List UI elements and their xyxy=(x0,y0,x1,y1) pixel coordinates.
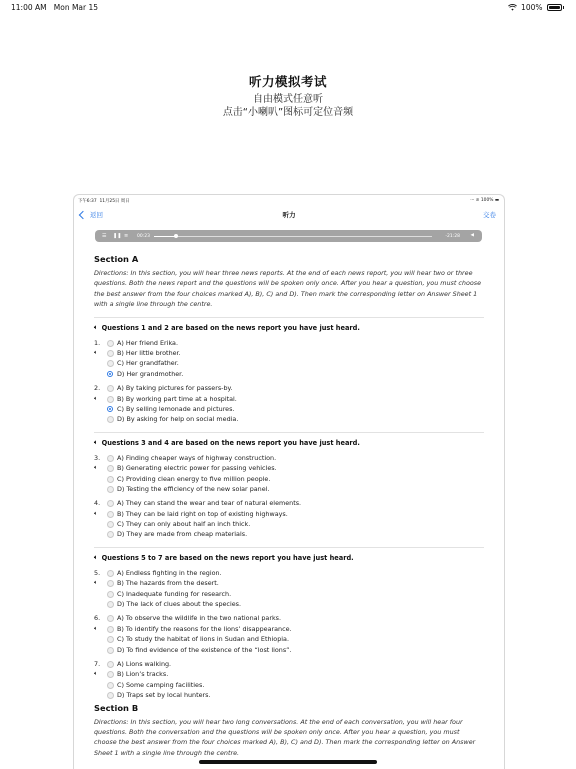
option-text: D) They are made from cheap materials. xyxy=(117,530,248,539)
answer-option[interactable] xyxy=(94,498,484,508)
option-text: C) By selling lemonade and pictures. xyxy=(117,404,235,413)
answer-option[interactable] xyxy=(94,659,484,669)
answer-option[interactable] xyxy=(94,669,484,679)
section-a-title: Section A xyxy=(94,254,139,264)
audio-progress-knob[interactable] xyxy=(174,234,178,238)
promo-subtitle-2: 点击“小喇叭”图标可定位音频 xyxy=(222,107,354,118)
option-text: A) Her friend Erika. xyxy=(117,338,178,347)
answer-option[interactable] xyxy=(94,404,484,414)
option-text: C) Inadequate funding for research. xyxy=(117,589,232,598)
answer-option[interactable] xyxy=(94,394,484,404)
audio-progress-slider[interactable] xyxy=(154,236,432,237)
radio-selected[interactable] xyxy=(107,406,113,412)
answer-option[interactable] xyxy=(94,383,484,393)
question-number: 6. xyxy=(94,614,101,623)
answer-option[interactable] xyxy=(94,568,484,578)
answer-option[interactable] xyxy=(94,474,484,484)
question-item xyxy=(94,338,484,380)
volume-icon[interactable]: ◀ xyxy=(470,233,474,238)
radio-button[interactable] xyxy=(107,636,114,643)
submit-exam-button[interactable]: 交卷 xyxy=(483,211,496,219)
option-text: A) Finding cheaper ways of highway construction. xyxy=(117,453,277,462)
pause-icon[interactable]: ❚❚ xyxy=(113,233,122,239)
divider xyxy=(94,432,484,433)
speaker-icon[interactable]: 🔈︎ xyxy=(94,509,98,517)
option-text: C) Some camping facilities. xyxy=(117,680,205,689)
answer-option[interactable] xyxy=(94,414,484,424)
radio-button[interactable] xyxy=(107,511,114,518)
inner-status-date: 11月25日 周日 xyxy=(99,199,130,204)
question-number: 3. xyxy=(94,453,101,462)
option-text: A) To observe the wildlife in the two national parks. xyxy=(117,614,282,623)
status-date: Mon Mar 15 xyxy=(53,3,99,12)
answer-option[interactable] xyxy=(94,484,484,494)
answer-option[interactable] xyxy=(94,634,484,644)
question-group-heading-text: Questions 3 and 4 are based on the news report you have just heard. xyxy=(101,438,360,447)
question-item xyxy=(94,659,484,701)
speaker-icon[interactable]: 🔈︎ xyxy=(94,394,98,402)
radio-button[interactable] xyxy=(107,360,114,367)
answer-option[interactable] xyxy=(94,645,484,655)
section-b-title: Section B xyxy=(94,702,139,713)
answer-option[interactable] xyxy=(94,358,484,368)
option-text: A) They can stand the wear and tear of natural elements. xyxy=(117,499,302,508)
speaker-icon[interactable]: 🔈︎ xyxy=(94,349,98,357)
question-group-heading-text: Questions 5 to 7 are based on the news report you have just heard. xyxy=(101,553,354,562)
answer-option[interactable] xyxy=(94,509,484,519)
radio-button[interactable] xyxy=(107,591,114,598)
divider xyxy=(94,547,484,548)
radio-selected[interactable] xyxy=(107,371,113,377)
option-text: B) To identify the reasons for the lions’ disappearance. xyxy=(117,624,292,633)
option-text: B) By working part time at a hospital. xyxy=(117,394,237,403)
option-text: B) The hazards from the desert. xyxy=(117,579,219,588)
radio-button[interactable] xyxy=(107,570,114,577)
radio-button[interactable] xyxy=(107,671,114,678)
wifi-icon xyxy=(508,4,517,11)
inner-status-time: 下午6:37 xyxy=(78,199,97,204)
option-text: D) Her grandmother. xyxy=(117,369,184,378)
radio-button[interactable] xyxy=(107,385,114,392)
option-text: D) Traps set by local hunters. xyxy=(117,691,211,700)
answer-option[interactable] xyxy=(94,578,484,588)
question-item xyxy=(94,383,484,425)
promo-title: 听力模拟考试 xyxy=(248,74,327,89)
answer-option[interactable] xyxy=(94,680,484,690)
speaker-icon[interactable]: 🔈︎ xyxy=(94,624,98,632)
answer-option[interactable] xyxy=(94,589,484,599)
option-text: C) Her grandfather. xyxy=(117,359,179,368)
status-time: 11:00 AM xyxy=(11,3,47,12)
option-text: D) The lack of clues about the species. xyxy=(117,600,242,609)
inner-battery-percent: 100% xyxy=(480,198,494,203)
home-indicator xyxy=(199,760,377,764)
radio-button[interactable] xyxy=(107,476,114,483)
exam-content xyxy=(94,250,484,758)
elapsed-time: 00:23 xyxy=(137,233,150,239)
radio-button[interactable] xyxy=(107,340,114,347)
answer-option[interactable] xyxy=(94,338,484,348)
radio-button[interactable] xyxy=(107,486,114,493)
battery-icon xyxy=(547,4,562,11)
radio-button[interactable] xyxy=(107,465,114,472)
radio-button[interactable] xyxy=(107,615,114,622)
option-text: A) Endless fighting in the region. xyxy=(117,568,222,577)
option-text: C) They can only about half an inch thick. xyxy=(117,520,251,529)
answer-option[interactable] xyxy=(94,529,484,539)
radio-button[interactable] xyxy=(107,531,114,538)
system-status-bar xyxy=(0,0,576,16)
list-icon[interactable]: ☰ xyxy=(102,233,107,239)
option-text: B) Her little brother. xyxy=(117,349,181,358)
divider xyxy=(94,317,484,318)
question-group-heading xyxy=(94,554,484,562)
question-group-heading xyxy=(94,439,484,447)
remaining-time: -21:28 xyxy=(445,233,460,239)
answer-option[interactable] xyxy=(94,348,484,358)
question-item xyxy=(94,453,484,495)
speaker-icon[interactable]: 🔈︎ xyxy=(94,553,98,561)
option-text: B) Generating electric power for passing vehicles. xyxy=(117,464,277,473)
question-number: 5. xyxy=(94,568,101,577)
radio-button[interactable] xyxy=(107,350,114,357)
battery-percent: 100% xyxy=(521,3,543,12)
radio-button[interactable] xyxy=(107,580,114,587)
radio-button[interactable] xyxy=(107,416,114,423)
question-number: 4. xyxy=(94,499,101,508)
section-a-directions: Directions: In this section, you will hear three news reports. At the end of each news report, you will hear two or three questions. Both the news report and the questions will be spoken only once. After you hear a question, you must choose the best answer from the four choices marked A), B), C) and D). Then mark the corresponding letter on Answer Sheet 1 with a single line through the centre. xyxy=(94,269,482,309)
answer-option[interactable] xyxy=(94,519,484,529)
radio-button[interactable] xyxy=(107,647,114,654)
answer-option[interactable] xyxy=(94,453,484,463)
radio-button[interactable] xyxy=(107,521,114,528)
question-item xyxy=(94,568,484,610)
option-text: D) Testing the efficiency of the new solar panel. xyxy=(117,484,270,493)
answer-option[interactable] xyxy=(94,463,484,473)
question-groups xyxy=(94,317,484,701)
promo-subtitle-1: 自由模式任意听 xyxy=(253,94,323,105)
question-number: 2. xyxy=(94,384,101,393)
option-text: C) Providing clean energy to five million people. xyxy=(117,474,271,483)
radio-button[interactable] xyxy=(107,692,114,699)
question-item xyxy=(94,498,484,540)
question-group-heading-text: Questions 1 and 2 are based on the news report you have just heard. xyxy=(101,323,360,332)
answer-option[interactable] xyxy=(94,624,484,634)
page-title: 听力 xyxy=(282,211,296,219)
section-b-directions: Directions: In this section, you will hear two long conversations. At the end of each conversation, you will hear four questions. Both the conversation and the questions will be spoken only once. After you hear a question, you must choose the best answer from the four choices marked A), B), C) and D). Then mark the corresponding letter on Answer Sheet 1 with a single line through the centre. xyxy=(94,717,476,757)
speaker-icon[interactable]: 🔈︎ xyxy=(94,464,98,472)
speaker-icon[interactable]: 🔈︎ xyxy=(94,438,98,446)
option-text: D) To find evidence of the existence of the “lost lions”. xyxy=(117,645,292,654)
inner-status-bar: 下午6:37 11月25日 周日 ··· ≋ 100% ▬ xyxy=(78,198,499,204)
radio-button[interactable] xyxy=(107,661,114,668)
back-label: 返回 xyxy=(90,211,103,219)
answer-option[interactable] xyxy=(94,690,484,700)
answer-option[interactable] xyxy=(94,369,484,379)
speaker-icon[interactable]: 🔈︎ xyxy=(94,670,98,678)
question-group-heading xyxy=(94,324,484,332)
option-text: A) By taking pictures for passers-by. xyxy=(117,384,233,393)
option-text: B) They can be laid right on top of existing highways. xyxy=(117,509,288,518)
option-text: A) Lions walking. xyxy=(117,660,172,668)
answer-option[interactable] xyxy=(94,613,484,623)
question-number: 1. xyxy=(94,338,101,347)
menu-icon[interactable]: ≡ xyxy=(124,233,129,239)
audio-progress-fill xyxy=(154,236,176,237)
audio-player xyxy=(95,230,482,242)
radio-button[interactable] xyxy=(107,682,114,689)
question-item xyxy=(94,613,484,655)
promo-header xyxy=(0,72,576,119)
speaker-icon[interactable]: 🔈︎ xyxy=(94,579,98,587)
radio-button[interactable] xyxy=(107,601,114,608)
option-text: B) Lion’s tracks. xyxy=(117,670,169,679)
question-number: 7. xyxy=(94,660,101,668)
radio-button[interactable] xyxy=(107,500,114,507)
option-text: C) To study the habitat of lions in Sudan and Ethiopia. xyxy=(117,635,289,644)
radio-button[interactable] xyxy=(107,455,114,462)
ipad-screenshot-frame xyxy=(73,194,505,769)
speaker-icon[interactable]: 🔈︎ xyxy=(94,323,98,331)
radio-button[interactable] xyxy=(107,626,114,633)
answer-option[interactable] xyxy=(94,599,484,609)
option-text: D) By asking for help on social media. xyxy=(117,415,239,424)
nav-bar xyxy=(74,207,504,223)
radio-button[interactable] xyxy=(107,396,114,403)
